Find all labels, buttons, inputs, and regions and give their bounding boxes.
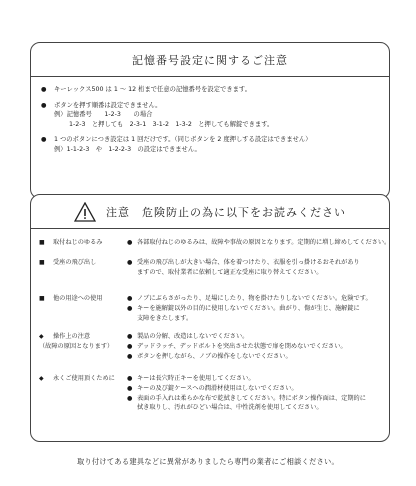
danger-prevention-header [31,195,389,229]
square-bullet-icon: ■ [39,295,45,302]
bullet-icon: ● [41,86,47,93]
caution-line: ● キーを施解錠以外の目的に使用しないでください。曲がり、傷が生じ、施解錠に [127,304,360,312]
square-bullet-icon: ■ [39,259,45,266]
bullet-icon: ● [127,342,133,350]
caution-line: ● キーは長穴時正キーを使用してください。 [127,375,255,382]
caution-line: ● キーの及び錠ケースへの潤滑材使用はしないでください。 [127,384,298,392]
bullet-icon: ● [127,384,133,392]
bullet-icon: ● [127,352,133,360]
bullet-icon: ● [127,304,133,312]
notice-example: 例）1-1-2-3 や 1-2-2-3 の設定はできません。 [54,145,201,153]
bullet-icon: ● [127,259,133,266]
notice-item: ● 1 つのボタンにつき設定は 1 回だけです。（同じボタンを 2 度押しする設定はできません） [41,136,312,144]
caution-line: ● ボタンを押しながら、ノブの操作をしないでください。 [127,352,292,360]
notice-item: ● キーレックス500 は 1 ～ 12 桁まで任意の記憶番号を設定できます。 [41,86,252,93]
notice-example: 1-2-3 と押しても 2-3-1 3-1-2 1-3-2 と押しても解錠できます。 [69,120,274,128]
caution-line: 拭き取りし、汚れがひどい場合は、中性洗剤を使用してください。 [137,404,323,412]
caution-row-sublabel: （故障の原因となります） [39,342,114,350]
diamond-bullet-icon: ◆ [39,375,44,382]
danger-prevention-title: 注意 危険防止の為に以下をお読みください [106,205,346,219]
bullet-icon: ● [127,239,133,246]
notice-item: ● ボタンを押す順番は設定できません。 [41,101,162,109]
caution-row-label: 操作上の注意 [53,333,91,340]
caution-line: ● 製品の分解、改造はしないでください。 [127,333,249,340]
bullet-icon: ● [127,295,133,302]
caution-row-label: 受座の飛び出し [53,259,97,266]
warning-triangle-icon [74,202,96,222]
memory-number-notice-body [31,77,389,155]
caution-line: ● ノブにぶらさがったり、足場にしたり、物を掛けたりしないでください。危険です。 [127,295,372,302]
caution-row-label: 取付ねじのゆるみ [53,239,103,246]
memory-number-notice-title: 記憶番号設定に関するご注意 [31,43,389,77]
caution-row-label: 他の用途への使用 [53,295,103,302]
bullet-icon: ● [41,136,47,144]
bullet-icon: ● [127,375,133,382]
square-bullet-icon: ■ [39,239,45,246]
diamond-bullet-icon: ◆ [39,333,44,340]
memory-number-notice-box [30,42,390,199]
notice-example: 例）記憶番号 1-2-3 の場合 [54,111,153,119]
bullet-icon: ● [127,394,133,402]
caution-line: ますので、取付業者に依頼して適正な受座に取り替えてください。 [137,268,323,276]
danger-prevention-box [30,194,390,442]
caution-row-label: 永くご使用頂くために [53,375,115,382]
caution-line: ● 受座の飛び出しが大きい場合、体を着つけたり、衣服を引っ掛けるおそれがあり [127,259,360,266]
footer-note: 取り付けてある建具などに異常がありましたら専門の業者にご相談ください。 [76,457,340,466]
bullet-icon: ● [127,333,133,340]
caution-line: ● 各部取付ねじのゆるみは、故障や事故の原因となります。定期的に増し締めしてください。 [127,239,391,246]
caution-line: 支障をきたします。 [137,314,193,322]
caution-line: ● デッドラッチ、デッドボルトを突出させた状態で扉を閉めないでください。 [127,342,347,350]
bullet-icon: ● [41,101,47,109]
caution-line: ● 表面の手入れは柔らかな布で乾拭きしてください。特にボタン操作面は、定期的に [127,394,366,402]
